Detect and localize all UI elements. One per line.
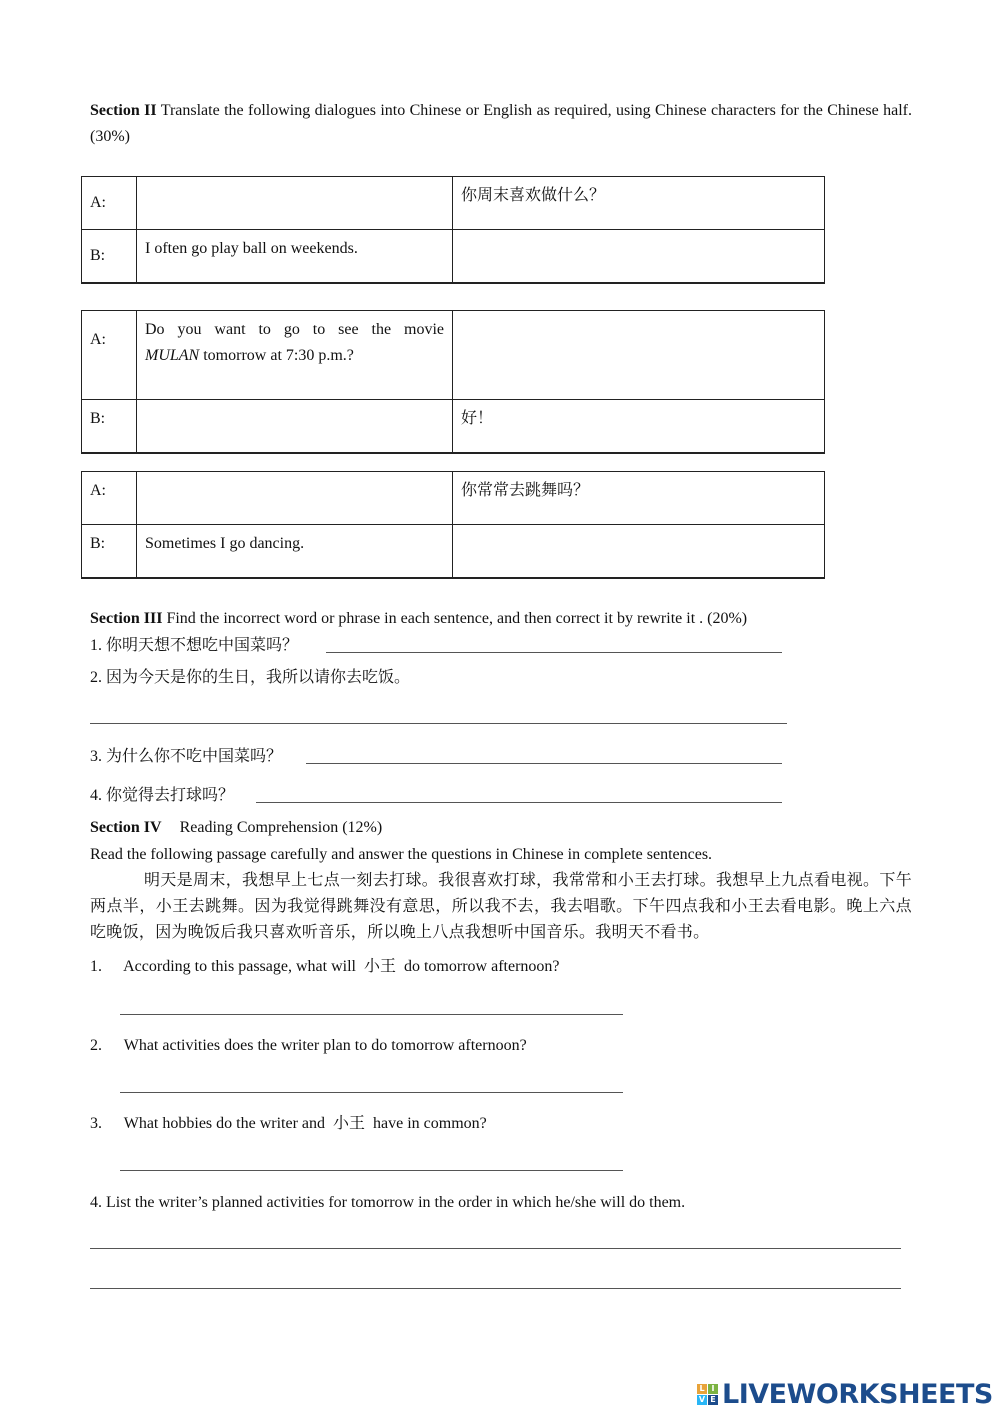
movie-question-line2: tomorrow at 7:30 p.m.?	[199, 347, 354, 364]
question-number: 1.	[90, 958, 102, 975]
answer-line[interactable]	[326, 652, 782, 653]
speaker-label: B:	[82, 525, 137, 579]
reading-question-4: 4. List the writer’s planned activities for tomorrow in the order in which he/she will do them.	[90, 1194, 686, 1211]
section4-heading: Section IV	[90, 819, 162, 836]
section3-item-2	[90, 666, 410, 690]
section2-heading: Section II	[90, 102, 157, 119]
dialogue-row	[82, 400, 825, 454]
question-text-post: have in common?	[373, 1115, 487, 1132]
question-text-pre: According to this passage, what will	[123, 958, 360, 975]
logo-mark-icon	[697, 1384, 718, 1405]
prompt-cell-chinese: 你周末喜欢做什么？	[453, 177, 825, 230]
logo-mark-tile: I	[708, 1384, 718, 1394]
logo-mark-tile: V	[698, 1394, 706, 1404]
section2-text: Translate the following dialogues into Chinese or English as required, using Chinese characters for the Chinese half. (30%)	[90, 102, 912, 145]
dialogue-table-2	[81, 310, 825, 454]
answer-line[interactable]	[90, 723, 787, 724]
answer-cell-english[interactable]	[137, 400, 453, 454]
item-sentence: 你觉得去打球吗？	[106, 787, 235, 804]
dialogue-row	[82, 177, 825, 230]
answer-cell-chinese[interactable]	[453, 525, 825, 579]
answer-cell-chinese[interactable]	[453, 230, 825, 284]
prompt-cell-chinese: 你常常去跳舞吗？	[453, 472, 825, 525]
question-name: 小王	[363, 958, 396, 975]
answer-cell-chinese[interactable]	[453, 311, 825, 400]
dialogue-row	[82, 525, 825, 579]
logo-mark-tile: L	[697, 1384, 707, 1394]
answer-cell-english[interactable]	[137, 177, 453, 230]
section3-text: Find the incorrect word or phrase in each sentence, and then correct it by rewrite it . (20%)	[166, 610, 748, 627]
speaker-label: B:	[82, 230, 137, 284]
answer-cell-english[interactable]	[137, 472, 453, 525]
answer-line[interactable]	[120, 1014, 623, 1015]
answer-line[interactable]	[120, 1092, 623, 1093]
item-number: 4.	[90, 787, 102, 804]
item-number: 2.	[90, 669, 102, 686]
reading-passage: 明天是周末，我想早上七点一刻去打球。我很喜欢打球，我常常和小王去打球。我想早上九点看电视。下午两点半，小王去跳舞。因为我觉得跳舞没有意思，所以我不去，我去唱歌。下午四点我和小王去看电影。晚上六点吃晚饭，因为晚饭后我只喜欢听音乐，所以晚上八点我想听中国音乐。我明天不看书。	[90, 872, 912, 941]
dialogue-table-3	[81, 471, 825, 579]
question-text-post: do tomorrow afternoon?	[403, 958, 560, 975]
answer-line[interactable]	[120, 1170, 623, 1171]
reading-question-1	[90, 955, 560, 979]
movie-title: MULAN	[145, 347, 200, 364]
liveworksheets-logo	[697, 1378, 997, 1410]
speaker-label: A:	[82, 177, 137, 230]
section4-header	[90, 817, 382, 839]
question-text-pre: What activities does the writer plan to do tomorrow afternoon?	[123, 1037, 527, 1054]
question-text-pre: What hobbies do the writer and	[123, 1115, 329, 1132]
item-number: 3.	[90, 748, 102, 765]
item-sentence: 因为今天是你的生日，我所以请你去吃饭。	[106, 669, 411, 686]
section3-item-3	[90, 745, 282, 769]
question-name: 小王	[333, 1115, 366, 1132]
section3-item-4	[90, 784, 234, 808]
answer-line[interactable]	[306, 763, 782, 764]
reading-question-3	[90, 1112, 487, 1136]
logo-mark-tile: E	[708, 1395, 718, 1405]
prompt-cell-english: Sometimes I go dancing.	[137, 525, 453, 579]
answer-line[interactable]	[90, 1248, 901, 1249]
section2-instructions	[90, 98, 912, 150]
speaker-label: B:	[82, 400, 137, 454]
logo-text: LIVEWORKSHEETS	[722, 1378, 993, 1410]
section3-heading: Section III	[90, 610, 163, 627]
dialogue-row	[82, 311, 825, 400]
section4-title: Reading Comprehension (12%)	[179, 819, 383, 836]
dialogue-row	[82, 230, 825, 284]
dialogue-table-1	[81, 176, 825, 284]
reading-question-2	[90, 1034, 527, 1058]
section3-instructions	[90, 608, 747, 630]
prompt-cell-chinese: 好！	[453, 400, 825, 454]
item-sentence: 你明天想不想吃中国菜吗？	[106, 637, 299, 654]
question-number: 2.	[90, 1037, 102, 1054]
question-number: 3.	[90, 1115, 102, 1132]
section3-item-1	[90, 634, 298, 658]
dialogue-row	[82, 472, 825, 525]
movie-question-line1: Do you want to go to see the movie	[145, 321, 444, 338]
prompt-cell-english	[137, 311, 453, 400]
section4-instructions: Read the following passage carefully and answer the questions in Chinese in complete sentences.	[90, 846, 713, 863]
item-sentence: 为什么你不吃中国菜吗？	[106, 748, 283, 765]
speaker-label: A:	[82, 311, 137, 400]
item-number: 1.	[90, 637, 102, 654]
prompt-cell-english: I often go play ball on weekends.	[137, 230, 453, 284]
answer-line[interactable]	[90, 1288, 901, 1289]
speaker-label: A:	[82, 472, 137, 525]
answer-line[interactable]	[256, 802, 782, 803]
